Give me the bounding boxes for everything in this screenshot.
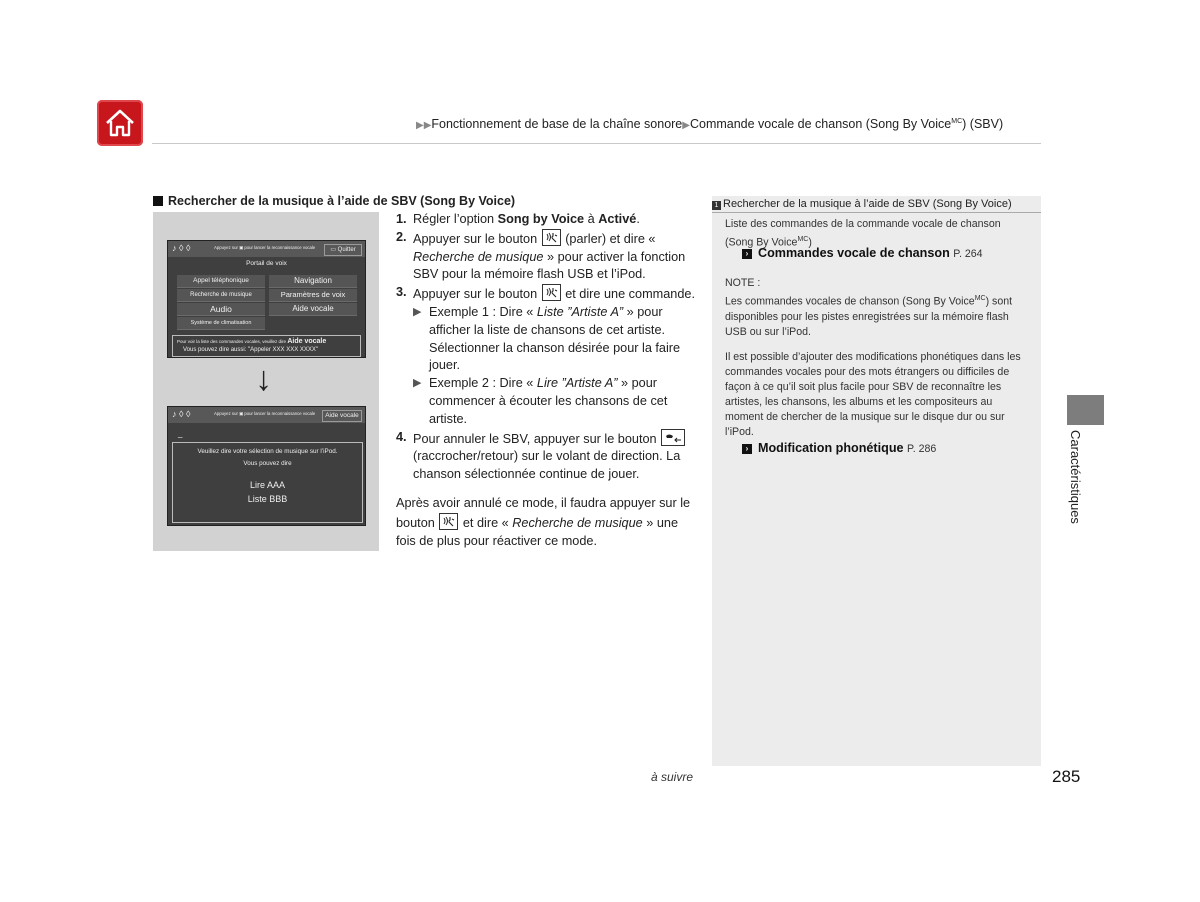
step-2: 2. Appuyer sur le bouton (parler) et dire « Recherche de musique » pour activer la fonction SBV pour la mémoire flash USB et l’iPod.	[396, 229, 686, 282]
option-1[interactable]: Lire AAA	[249, 480, 286, 490]
breadcrumb-end: ) (SBV)	[962, 117, 1004, 131]
voice-help-button[interactable]: Aide vocale	[322, 410, 362, 422]
example-2: ▶ Exemple 2 : Dire « Lire ”Artiste A” » pour commencer à écouter les chansons de cet artiste.	[413, 376, 668, 426]
screen-title: Portail de voix	[246, 260, 287, 267]
menu-item-navigation[interactable]: Navigation	[269, 275, 357, 288]
note-availability: Les commandes vocales de chanson (Song By Voice$^{MC}$) sont disponibles pour les pistes enregistrées sur la mémoire flash USB ou sur l’iPod.	[725, 295, 1013, 338]
message-line-2: Vous pouvez dire	[243, 460, 292, 467]
breadcrumb-sup: MC	[951, 117, 963, 125]
message-line-1: Veuillez dire votre sélection de musique sur l’iPod.	[197, 448, 338, 455]
steps-column	[396, 211, 696, 550]
breadcrumb	[416, 117, 1003, 131]
notes-header: 1 Rechercher de la musique à l’aide de SBV (Song By Voice)	[712, 196, 1041, 213]
bullet-arrow-icon: ▶	[413, 377, 422, 390]
note-label: NOTE :	[725, 277, 761, 289]
menu-item-music-search[interactable]: Recherche de musique	[177, 289, 265, 302]
square-bullet-icon	[153, 196, 163, 206]
reference-arrow-icon: ›	[742, 249, 752, 259]
talk-button-icon	[542, 284, 561, 301]
screen-hint: Appuyez sur ▣ pour lancer la reconnaissance vocale	[214, 411, 316, 416]
down-arrow-icon: ↓	[255, 360, 272, 398]
voice-portal-screen	[167, 240, 366, 358]
page-number: 285	[1052, 767, 1081, 786]
screen-status-icons: ♪ ◊ ◊	[172, 243, 191, 253]
note-phonetic: Il est possible d’ajouter des modifications phonétiques dans les commandes vocales pour des mots étrangers ou difficiles de façon à ce qu’il soit plus facile pour SBV de reconnaître les artistes, les chansons, les albums et les compositeurs au moment de chercher de la musique sur le disque dur ou sur l’iPod.	[725, 351, 1021, 438]
menu-item-audio[interactable]: Audio	[177, 303, 265, 316]
example-1: ▶ Exemple 1 : Dire « Liste ”Artiste A” » pour afficher la liste de chansons de cet artiste. Sélectionner la chanson désirée pour la faire jouer.	[413, 304, 681, 373]
screen2-message-box	[172, 442, 363, 523]
breadcrumb-link-1[interactable]: Fonctionnement de base de la chaîne sonore	[431, 117, 683, 131]
section-title	[153, 194, 515, 208]
note-ref-1	[742, 246, 1048, 262]
header-divider	[152, 143, 1041, 144]
menu-item-voice-help[interactable]: Aide vocale	[269, 303, 357, 316]
note-marker-icon: 1	[712, 201, 721, 210]
commands-reference-link[interactable]: › Commandes vocale de chanson P. 264	[742, 246, 983, 260]
home-icon	[104, 107, 136, 139]
footer-line-2: Vous pouvez dire aussi: "Appeler XXX XXX XXXX"	[183, 347, 318, 353]
talk-button-icon	[542, 229, 561, 246]
after-note: Après avoir annulé ce mode, il faudra appuyer sur le bouton et dire « Recherche de musique » une fois de plus pour réactiver ce mode.	[396, 495, 691, 548]
screen-cursor: _	[178, 429, 183, 438]
talk-button-icon	[439, 513, 458, 530]
breadcrumb-link-2: Commande vocale de chanson (Song By Voice	[689, 117, 952, 131]
breadcrumb-arrow-icon: ▶	[682, 120, 690, 131]
bullet-arrow-icon: ▶	[413, 305, 422, 318]
screen1-footer-box	[172, 335, 361, 357]
chapter-tab[interactable]	[1067, 395, 1104, 425]
note-ref-2	[742, 441, 1048, 457]
menu-item-phone[interactable]: Appel téléphonique	[177, 275, 265, 288]
chapter-label: Caractéristiques	[1068, 430, 1083, 524]
step-1: 1. Régler l’option Song by Voice à Activé.	[396, 212, 640, 226]
reference-arrow-icon: ›	[742, 444, 752, 454]
screen-status-icons: ♪ ◊ ◊	[172, 409, 191, 419]
section-title-text: Rechercher de la musique à l’aide de SBV (Song By Voice)	[168, 194, 516, 208]
menu-item-climate[interactable]: Système de climatisation	[177, 317, 265, 330]
step-4: 4. Pour annuler le SBV, appuyer sur le bouton (raccrocher/retour) sur le volant de direction. La chanson sélectionnée continue de jouer.	[396, 429, 696, 484]
phonetic-reference-link[interactable]: › Modification phonétique P. 286	[742, 441, 936, 455]
breadcrumb-arrow-icon: ▶▶	[416, 120, 432, 131]
menu-item-voice-settings[interactable]: Paramètres de voix	[269, 289, 357, 302]
continued-label: à suivre	[651, 770, 694, 784]
footer-line-1: Pour voir la liste des commandes vocales, veuillez dire Aide vocale	[177, 338, 327, 345]
screen-hint: Appuyez sur ▣ pour lancer la reconnaissance vocale	[214, 245, 316, 250]
step-3: 3. Appuyer sur le bouton et dire une commande.	[396, 285, 695, 302]
home-button[interactable]	[97, 100, 143, 146]
quit-button[interactable]: ▭ Quitter	[324, 244, 362, 256]
note-commands-list: Liste des commandes de la commande vocale de chanson (Song By Voice$^{MC}$)	[725, 218, 1001, 249]
hang-up-back-button-icon	[661, 429, 685, 446]
option-2[interactable]: Liste BBB	[247, 494, 288, 504]
music-selection-screen	[167, 406, 366, 526]
